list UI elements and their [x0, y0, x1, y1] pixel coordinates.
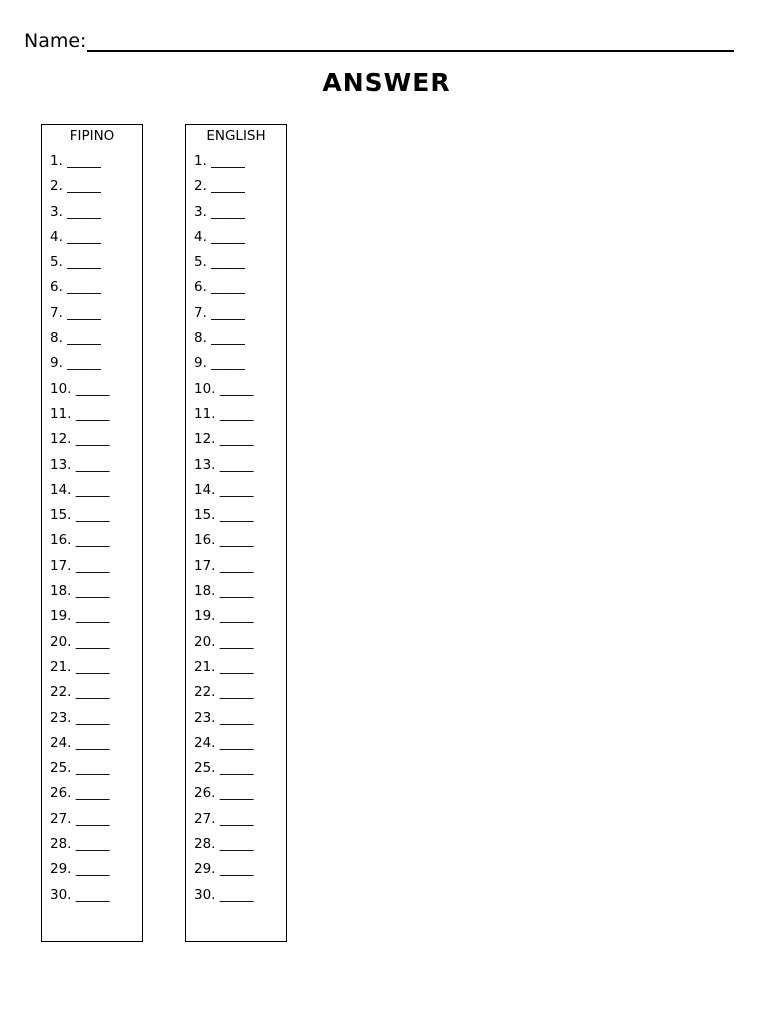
answer-item: 11. _____	[194, 405, 254, 422]
answer-item: 12. _____	[50, 431, 110, 448]
name-label: Name:	[24, 30, 87, 52]
name-row	[24, 28, 734, 52]
answer-item: 27. _____	[194, 810, 254, 827]
answer-item: 8. _____	[50, 330, 101, 347]
answer-item: 22. _____	[194, 684, 254, 701]
column-header: FIPINO	[69, 128, 115, 144]
answer-item: 16. _____	[194, 532, 254, 549]
answer-item: 23. _____	[50, 709, 110, 726]
answer-item: 15. _____	[50, 507, 110, 524]
answer-item: 14. _____	[50, 481, 110, 498]
answer-item: 12. _____	[194, 431, 254, 448]
answer-item: 6. _____	[50, 279, 101, 296]
filipino-answer-column	[41, 124, 143, 942]
answer-item: 3. _____	[194, 203, 245, 220]
answer-item: 20. _____	[50, 633, 110, 650]
answer-item: 24. _____	[194, 734, 254, 751]
answer-item: 1. _____	[194, 153, 245, 169]
answer-item: 6. _____	[194, 279, 245, 296]
answer-item: 11. _____	[50, 405, 110, 422]
answer-item: 15. _____	[194, 507, 254, 524]
answer-item: 29. _____	[50, 861, 110, 878]
answer-item: 21. _____	[50, 658, 110, 675]
name-blank-line	[87, 30, 734, 52]
page-title: ANSWER	[322, 68, 451, 97]
answer-item: 8. _____	[194, 330, 245, 347]
answer-item: 3. _____	[50, 203, 101, 220]
answer-item: 9. _____	[194, 355, 245, 372]
answer-item: 19. _____	[50, 608, 110, 625]
answer-item: 30. _____	[194, 886, 254, 903]
answer-item: 10. _____	[194, 380, 254, 397]
answer-item: 26. _____	[194, 785, 254, 802]
answer-item: 5. _____	[50, 254, 101, 271]
answer-item: 10. _____	[50, 380, 110, 397]
answer-item: 7. _____	[50, 304, 101, 321]
answer-item: 28. _____	[50, 836, 110, 853]
answer-item: 14. _____	[194, 481, 254, 498]
answer-item: 4. _____	[50, 228, 101, 245]
answer-item: 29. _____	[194, 861, 254, 878]
answer-item: 9. _____	[50, 355, 101, 372]
answer-item: 22. _____	[50, 684, 110, 701]
answer-item: 2. _____	[194, 178, 245, 195]
column-header: ENGLISH	[206, 128, 266, 144]
answer-item: 20. _____	[194, 633, 254, 650]
answer-item: 30. _____	[50, 886, 110, 903]
answer-item: 25. _____	[50, 760, 110, 777]
answer-item: 23. _____	[194, 709, 254, 726]
answer-list	[194, 153, 254, 912]
answer-item: 2. _____	[50, 178, 101, 195]
answer-item: 17. _____	[50, 557, 110, 574]
answer-item: 5. _____	[194, 254, 245, 271]
answer-item: 7. _____	[194, 304, 245, 321]
english-answer-column	[185, 124, 287, 942]
answer-item: 24. _____	[50, 734, 110, 751]
answer-item: 27. _____	[50, 810, 110, 827]
answer-item: 18. _____	[194, 583, 254, 600]
answer-item: 13. _____	[194, 456, 254, 473]
answer-item: 19. _____	[194, 608, 254, 625]
answer-item: 1. _____	[50, 153, 101, 169]
answer-item: 16. _____	[50, 532, 110, 549]
answer-item: 18. _____	[50, 583, 110, 600]
answer-item: 28. _____	[194, 836, 254, 853]
answer-item: 13. _____	[50, 456, 110, 473]
answer-item: 26. _____	[50, 785, 110, 802]
answer-item: 21. _____	[194, 658, 254, 675]
answer-item: 25. _____	[194, 760, 254, 777]
answer-item: 4. _____	[194, 228, 245, 245]
answer-item: 17. _____	[194, 557, 254, 574]
answer-list	[50, 153, 110, 912]
